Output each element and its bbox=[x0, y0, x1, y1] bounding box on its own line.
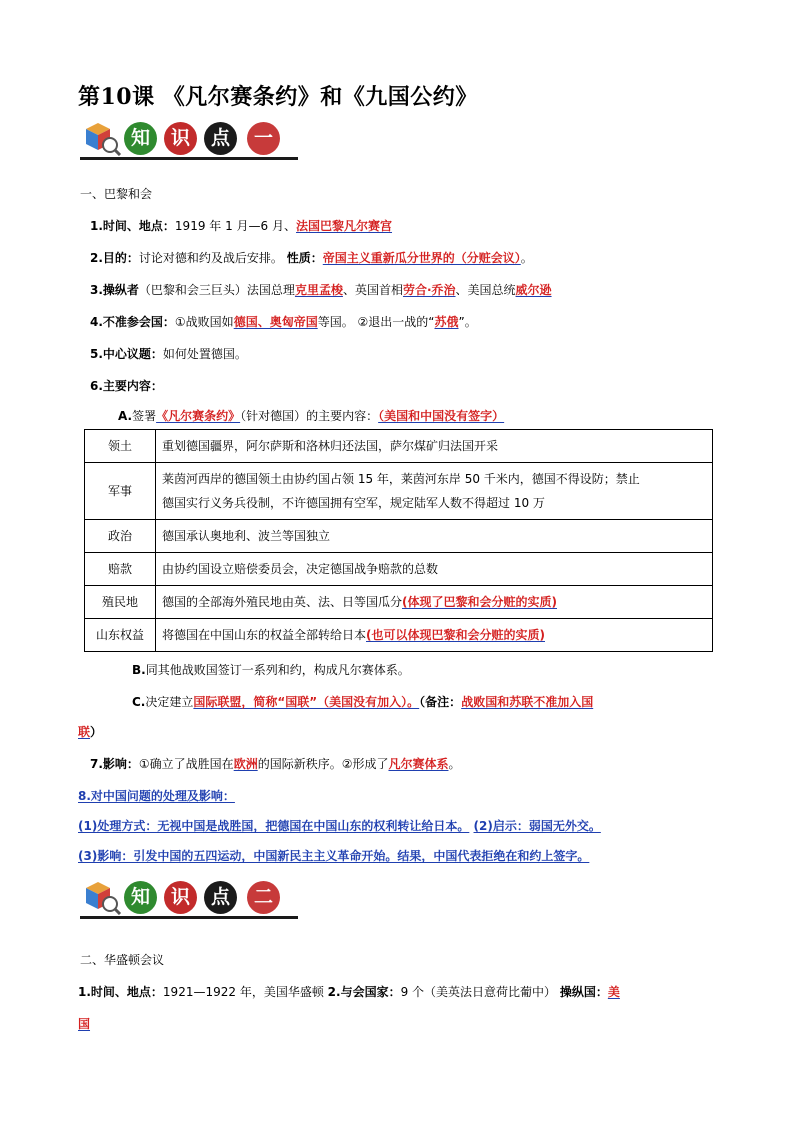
banner-char-number: 一 bbox=[247, 122, 280, 155]
table-cell-key: 政治 bbox=[85, 520, 156, 553]
paragraph-washington-time: 1.时间、地点：1921—1922 年，美国华盛顿 2.与会国家：9 个（美英法日意荷比葡中） 操纵国：美 bbox=[78, 985, 620, 999]
paragraph-excluded-countries: 4.不准参会国：①战败国如德国、奥匈帝国等国。 ②退出一战的“苏俄”。 bbox=[90, 315, 477, 329]
table-cell-key: 殖民地 bbox=[85, 586, 156, 619]
table-cell-value: 重划德国疆界，阿尔萨斯和洛林归还法国，萨尔煤矿归法国开采 bbox=[156, 430, 713, 463]
paragraph-time-place: 1.时间、地点：1919 年 1 月—6 月、法国巴黎凡尔赛宫 bbox=[90, 219, 393, 233]
section-heading-1: 一、巴黎和会 bbox=[80, 187, 153, 201]
banner-underline bbox=[80, 916, 298, 919]
table-cell-key: 领土 bbox=[85, 430, 156, 463]
table-row bbox=[85, 463, 713, 520]
table-row bbox=[85, 520, 713, 553]
treaty-terms-table bbox=[84, 429, 713, 652]
table-cell-value: 由协约国设立赔偿委员会，决定德国战争赔款的总数 bbox=[156, 553, 713, 586]
table-cell-value: 德国承认奥地利、波兰等国独立 bbox=[156, 520, 713, 553]
paragraph-main-content: 6.主要内容： bbox=[90, 379, 163, 393]
table-row bbox=[85, 619, 713, 652]
banner-char-number: 二 bbox=[247, 881, 280, 914]
table-cell-key: 军事 bbox=[85, 463, 156, 520]
knowledge-point-banner-2 bbox=[80, 877, 300, 919]
paragraph-other-treaties: B.同其他战败国签订一系列和约，构成凡尔赛体系。 bbox=[132, 663, 410, 677]
paragraph-purpose: 2.目的：讨论对德和约及战后安排。 性质：帝国主义重新瓜分世界的（分赃会议）。 bbox=[90, 251, 533, 265]
table-row bbox=[85, 430, 713, 463]
china-issue-heading: 8.对中国问题的处理及影响： bbox=[78, 789, 235, 803]
paragraph-league-continuation: 联） bbox=[78, 725, 103, 739]
banner-char-zhi: 知 bbox=[124, 881, 157, 914]
paragraph-big-three: 3.操纵者（巴黎和会三巨头）法国总理克里孟梭、英国首相劳合·乔治、美国总统威尔逊 bbox=[90, 283, 552, 297]
table-cell-value: 莱茵河西岸的德国领土由协约国占领 15 年，莱茵河东岸 50 千米内，德国不得设防；禁止 德国实行义务兵役制，不许德国拥有空军，规定陆军人数不得超过 10 万 bbox=[156, 463, 713, 520]
table-row bbox=[85, 553, 713, 586]
paragraph-central-issue: 5.中心议题：如何处置德国。 bbox=[90, 347, 247, 361]
table-cell-value: 将德国在中国山东的权益全部转给日本(也可以体现巴黎和会分赃的实质) bbox=[156, 619, 713, 652]
banner-underline bbox=[80, 157, 298, 160]
cube-magnifier-icon bbox=[82, 879, 122, 915]
banner-char-shi: 识 bbox=[164, 881, 197, 914]
paragraph-league-of-nations: C.决定建立国际联盟，简称“国联”（美国没有加入）。（备注：战败国和苏联不准加入国 bbox=[132, 695, 594, 709]
table-cell-value: 德国的全部海外殖民地由英、法、日等国瓜分(体现了巴黎和会分赃的实质) bbox=[156, 586, 713, 619]
banner-char-zhi: 知 bbox=[124, 122, 157, 155]
page-title: 第10课 《凡尔赛条约》和《九国公约》 bbox=[78, 84, 478, 110]
paragraph-washington-continuation: 国 bbox=[78, 1017, 91, 1031]
table-row bbox=[85, 586, 713, 619]
paragraph-treaty-sign: A.签署《凡尔赛条约》（针对德国）的主要内容：（美国和中国没有签字） bbox=[118, 409, 505, 423]
section-heading-2: 二、华盛顿会议 bbox=[80, 953, 165, 967]
table-cell-key: 赔款 bbox=[85, 553, 156, 586]
knowledge-point-banner-1 bbox=[80, 118, 300, 160]
banner-char-shi: 识 bbox=[164, 122, 197, 155]
china-issue-line-1: (1)处理方式：无视中国是战胜国，把德国在中国山东的权利转让给日本。 (2)启示：弱国无外交。 bbox=[78, 819, 601, 833]
cube-magnifier-icon bbox=[82, 120, 122, 156]
table-cell-key: 山东权益 bbox=[85, 619, 156, 652]
banner-char-dian: 点 bbox=[204, 122, 237, 155]
banner-char-dian: 点 bbox=[204, 881, 237, 914]
china-issue-line-2: (3)影响：引发中国的五四运动，中国新民主主义革命开始。结果，中国代表拒绝在和约上签字。 bbox=[78, 849, 590, 863]
paragraph-influence: 7.影响：①确立了战胜国在欧洲的国际新秩序。②形成了凡尔赛体系。 bbox=[90, 757, 461, 771]
